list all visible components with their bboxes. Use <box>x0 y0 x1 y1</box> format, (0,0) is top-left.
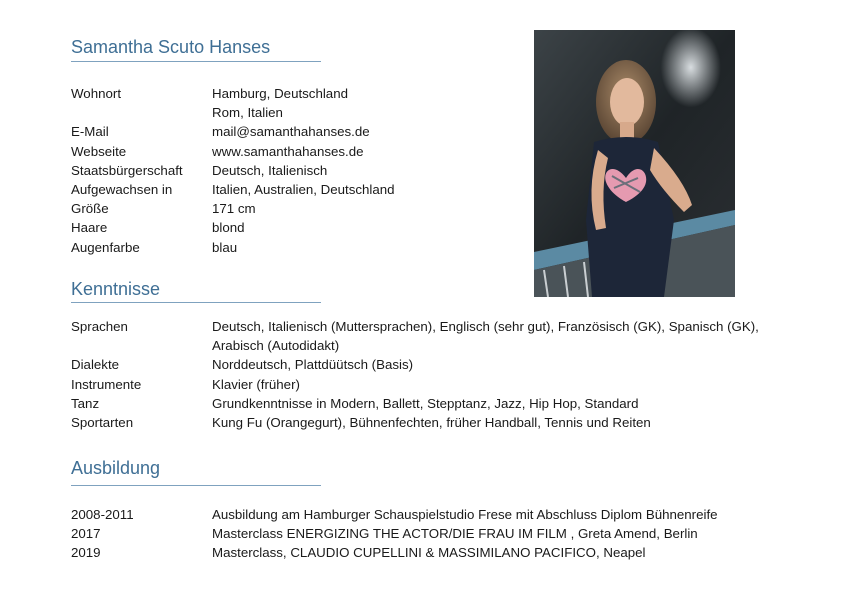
education-row <box>71 505 791 524</box>
skills-row <box>71 355 791 374</box>
education-year: 2008-2011 <box>71 507 134 522</box>
info-key: Größe <box>71 201 109 217</box>
skills-key: Instrumente <box>71 376 142 392</box>
info-key: Aufgewachsen in <box>71 182 173 198</box>
info-value: Deutsch, Italienisch <box>212 162 328 178</box>
education-description: Masterclass, CLAUDIO CUPELLINI & MASSIMILANO PACIFICO, Neapel <box>212 545 646 561</box>
info-value: 171 cm <box>212 201 256 217</box>
education-description: Masterclass ENERGIZING THE ACTOR/DIE FRAU IM FILM , Greta Amend, Berlin <box>212 526 698 542</box>
email-value[interactable]: mail@samanthahanses.de <box>212 124 370 140</box>
page-title: Samantha Scuto Hanses <box>71 37 271 57</box>
skills-row <box>71 375 791 394</box>
skills-key: Tanz <box>71 395 100 411</box>
info-row <box>71 218 395 237</box>
info-row <box>71 103 395 122</box>
skills-value: Klavier (früher) <box>212 376 300 392</box>
info-value: Rom, Italien <box>212 105 283 121</box>
skills-table <box>71 317 791 432</box>
education-row <box>71 524 791 543</box>
info-key: Haare <box>71 220 108 236</box>
portrait-photo <box>534 30 735 297</box>
skills-row <box>71 317 791 355</box>
skills-value: Deutsch, Italienisch (Muttersprachen), Englisch (sehr gut), Französisch (GK), Spanisch (GK), Arabisch (Autodidakt) <box>212 319 759 354</box>
section-divider <box>71 302 321 303</box>
education-row <box>71 543 791 562</box>
section-divider <box>71 485 321 486</box>
education-description: Ausbildung am Hamburger Schauspielstudio Frese mit Abschluss Diplom Bühnenreife <box>212 507 718 522</box>
skills-key: Sportarten <box>71 415 134 431</box>
info-row <box>71 161 395 180</box>
education-table <box>71 505 791 563</box>
info-row <box>71 142 395 161</box>
info-key: Staatsbürgerschaft <box>71 162 183 178</box>
info-value: blau <box>212 239 238 255</box>
info-key: Wohnort <box>71 86 122 101</box>
section-heading-ausbildung: Ausbildung <box>71 458 161 478</box>
skills-key: Sprachen <box>71 319 128 334</box>
info-row <box>71 122 395 141</box>
info-key: Webseite <box>71 143 127 159</box>
info-row <box>71 199 395 218</box>
info-key <box>71 103 212 122</box>
personal-info-table <box>71 84 395 257</box>
education-year: 2019 <box>71 545 101 561</box>
info-value: Hamburg, Deutschland <box>212 86 348 101</box>
skills-value: Norddeutsch, Plattdüütsch (Basis) <box>212 357 414 373</box>
title-divider <box>71 61 321 62</box>
skills-value: Grundkenntnisse in Modern, Ballett, Stepptanz, Jazz, Hip Hop, Standard <box>212 395 639 411</box>
info-value: Italien, Australien, Deutschland <box>212 182 395 198</box>
skills-key: Dialekte <box>71 357 120 373</box>
info-key: Augenfarbe <box>71 239 140 255</box>
info-value: blond <box>212 220 245 236</box>
skills-row <box>71 413 791 432</box>
education-year: 2017 <box>71 526 101 542</box>
skills-row <box>71 394 791 413</box>
info-row <box>71 238 395 257</box>
website-value[interactable]: www.samanthahanses.de <box>212 143 364 159</box>
section-heading-kenntnisse: Kenntnisse <box>71 279 161 299</box>
skills-value: Kung Fu (Orangegurt), Bühnenfechten, früher Handball, Tennis und Reiten <box>212 415 651 431</box>
info-row <box>71 180 395 199</box>
info-key: E-Mail <box>71 124 109 140</box>
info-row <box>71 84 395 103</box>
